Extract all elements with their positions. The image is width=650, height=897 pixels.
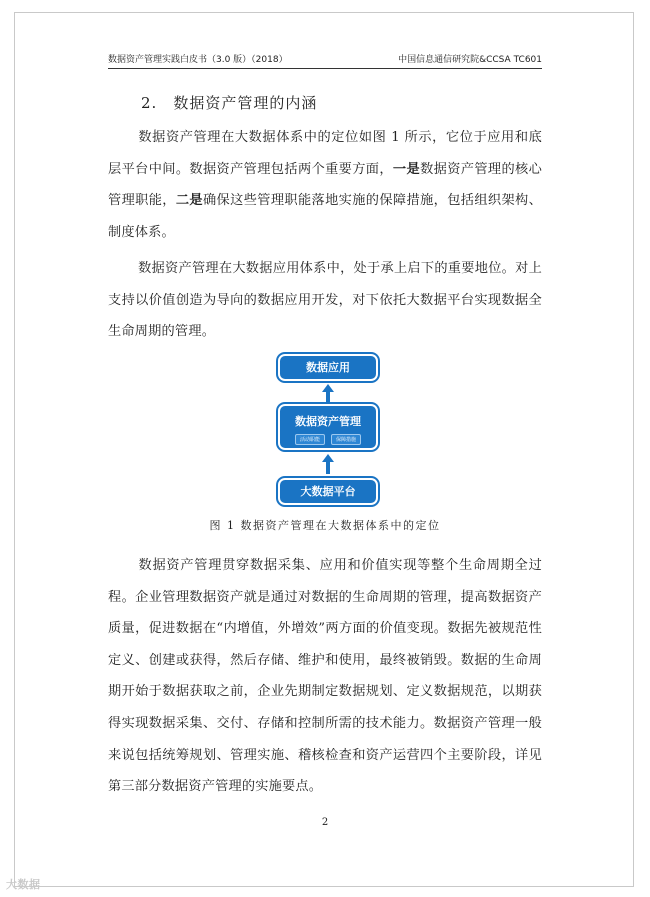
page-number: 2 [321, 817, 329, 828]
figure-caption: 图 1 数据资产管理在大数据体系中的定位 [209, 519, 441, 532]
paragraph-3 [108, 550, 542, 803]
section-number: 2. [141, 94, 158, 112]
paragraph-1-bold-a: 一是 [392, 161, 421, 177]
data-asset-management-label: 数据资产管理 [295, 415, 361, 428]
page-header [108, 52, 542, 69]
paragraph-1-text-c: 确保这些管理职能落地实施的保障措施，包括组织架构、制度体系。 [108, 193, 543, 240]
paragraph-1 [108, 122, 542, 248]
arrow-up-icon [322, 384, 334, 402]
paragraph-1-text-b: 数据资产管理的核心管理职能， [108, 161, 542, 209]
paragraph-1-bold-b: 二是 [175, 193, 203, 209]
paragraph-2-text: 数据资产管理在大数据应用体系中，处于承上启下的重要地位。对上支持以价值创造为导向的数据应用开发，对下依托大数据平台实现数据全生命周期的管理。 [108, 261, 542, 340]
data-asset-management-box [278, 404, 378, 450]
header-title: 数据资产管理实践白皮书（3.0 版）（2018） [108, 55, 288, 65]
paragraph-3-text: 数据资产管理贯穿数据采集、应用和价值实现等整个生命周期全过程。企业管理数据资产就是通过对数据的生命周期的管理，提高数据资产质量，促进数据在“内增值，外增效”两方面的价值变现。数据先被规范性定义、创建或获得，然后存储、维护和使用，最终被销毁。数据的生命周期开始于数据获取之前，企业先期制定数据规划、定义数据规范，以期获得实现数据采集、交付、存储和控制所需的技术能力。数据资产管理一般来说包括统筹规划、管理实施、稽核检查和资产运营四个主要阶段，详见第三部分数据资产管理的实施要点。 [108, 558, 542, 795]
paragraph-2 [108, 253, 542, 348]
section-title-text: 数据资产管理的内涵 [173, 94, 318, 112]
paragraph-1-text-a: 数据资产管理在大数据体系中的定位如图 1 所示，它位于应用和底层平台中间。数据资产管理包括两个重要方面， [108, 130, 542, 177]
big-data-platform-box: 大数据平台 [278, 478, 378, 505]
activity-functions-tag: 活动职能 [295, 434, 325, 445]
section-heading [141, 92, 317, 113]
safeguard-measures-tag: 保障措施 [331, 434, 361, 445]
data-application-box: 数据应用 [278, 354, 378, 381]
arrow-up-icon [322, 454, 334, 474]
header-organization: 中国信息通信研究院&CCSA TC601 [398, 55, 542, 65]
watermark-logo: 大数据 [6, 878, 41, 891]
